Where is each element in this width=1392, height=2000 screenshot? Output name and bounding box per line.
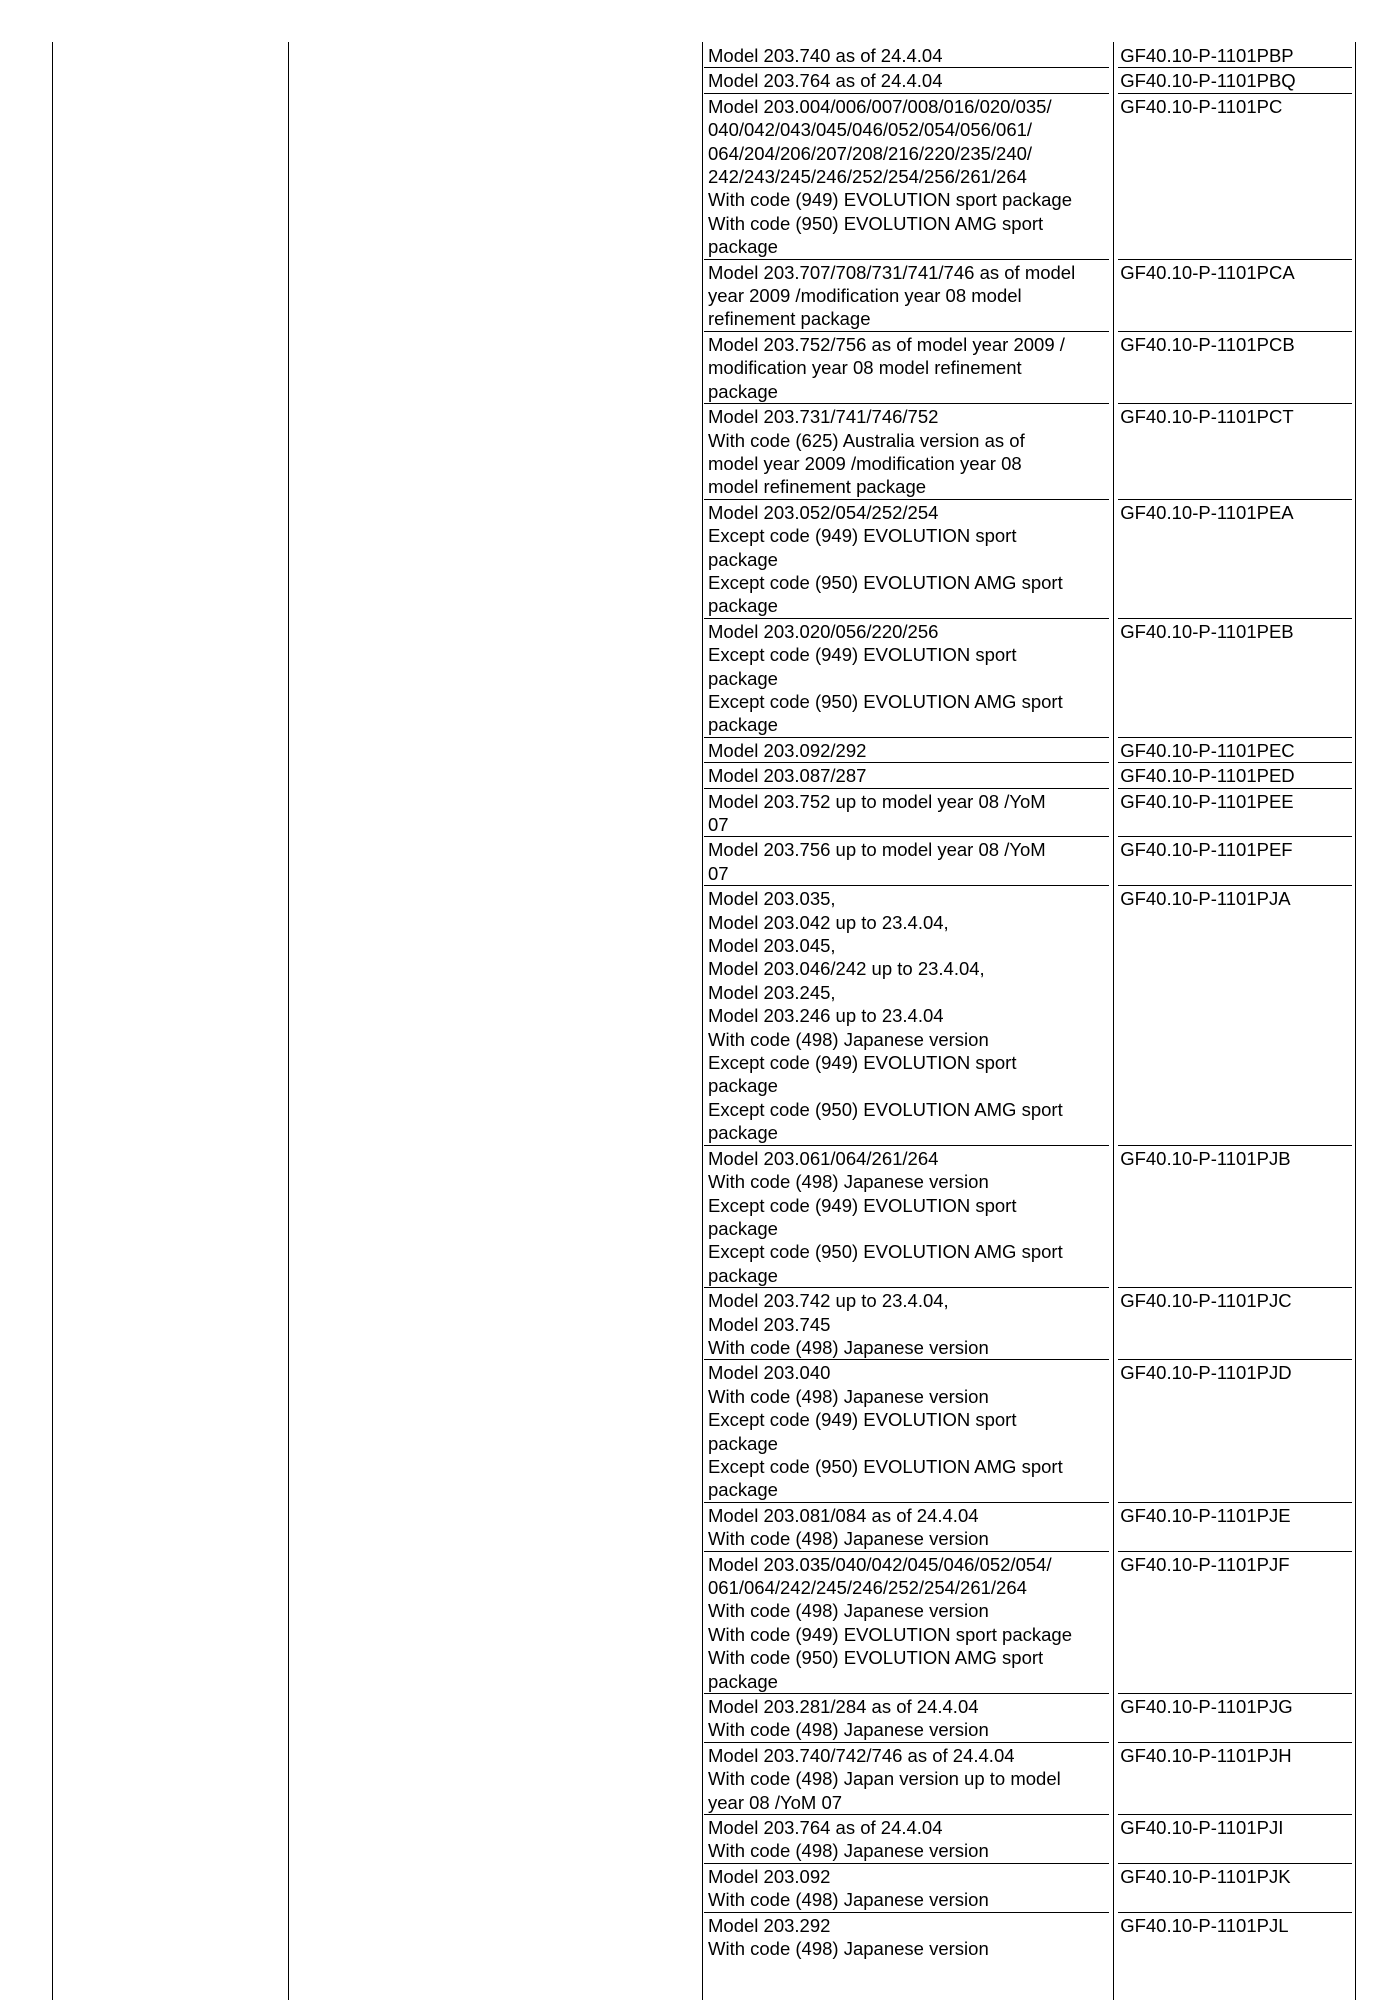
model-line: Except code (949) EVOLUTION sport — [708, 644, 1017, 666]
row-divider — [704, 259, 1109, 260]
table-row — [704, 762, 1355, 787]
column-border-3 — [702, 42, 703, 2000]
model-line: package — [708, 1264, 778, 1286]
row-divider — [704, 1145, 1109, 1146]
model-line: package — [708, 380, 778, 402]
model-line: With code (498) Japanese version — [708, 1840, 989, 1862]
model-cell — [704, 885, 1112, 1144]
model-line: package — [708, 1075, 778, 1097]
model-line: Model 203.752/756 as of model year 2009 / — [708, 333, 1065, 355]
document-code-cell: GF40.10-P-1101PJH — [1120, 1744, 1292, 1766]
table-row — [704, 836, 1355, 885]
row-divider — [1118, 1551, 1352, 1552]
document-code-cell: GF40.10-P-1101PCA — [1120, 261, 1295, 283]
model-line: package — [708, 667, 778, 689]
row-divider — [704, 403, 1109, 404]
model-line: Except code (950) EVOLUTION AMG sport — [708, 1241, 1063, 1263]
model-line: With code (625) Australia version as of — [708, 429, 1025, 451]
document-code-cell: GF40.10-P-1101PED — [1120, 765, 1295, 787]
row-divider — [1118, 1912, 1352, 1913]
row-divider — [1118, 762, 1352, 763]
document-code-cell: GF40.10-P-1101PEC — [1120, 739, 1295, 761]
table-row — [704, 1814, 1355, 1863]
model-cell — [704, 1359, 1112, 1501]
row-divider — [704, 788, 1109, 789]
model-cell — [704, 1287, 1112, 1359]
document-code-cell: GF40.10-P-1101PJA — [1120, 888, 1291, 910]
document-code-cell: GF40.10-P-1101PJD — [1120, 1362, 1292, 1384]
table-row — [704, 1551, 1355, 1693]
model-cell — [704, 737, 1112, 762]
row-divider — [704, 737, 1109, 738]
row-divider — [704, 618, 1109, 619]
model-line: Except code (950) EVOLUTION AMG sport — [708, 571, 1063, 593]
table-row — [704, 403, 1355, 499]
document-code-cell: GF40.10-P-1101PJC — [1120, 1290, 1292, 1312]
column-border-5 — [1355, 42, 1356, 2000]
model-line: With code (498) Japanese version — [708, 1938, 989, 1960]
row-divider — [704, 1693, 1109, 1694]
model-line: 040/042/043/045/046/052/054/056/061/ — [708, 119, 1033, 141]
model-line: model refinement package — [708, 476, 927, 498]
model-line: With code (950) EVOLUTION AMG sport — [708, 1647, 1044, 1669]
model-line: Model 203.040 — [708, 1362, 831, 1384]
model-line: Model 203.035/040/042/045/046/052/054/ — [708, 1553, 1052, 1575]
row-divider — [1118, 1502, 1352, 1503]
row-divider — [1118, 331, 1352, 332]
column-border-2 — [288, 42, 289, 2000]
row-divider — [704, 1814, 1109, 1815]
model-cell — [704, 331, 1112, 403]
table-row — [704, 1359, 1355, 1501]
row-divider — [1118, 403, 1352, 404]
model-line: With code (498) Japanese version — [708, 1336, 989, 1358]
model-line: With code (950) EVOLUTION AMG sport — [708, 212, 1044, 234]
model-line: package — [708, 595, 778, 617]
model-cell — [704, 762, 1112, 787]
model-line: Model 203.061/064/261/264 — [708, 1147, 939, 1169]
row-divider — [1118, 1742, 1352, 1743]
document-code-cell: GF40.10-P-1101PJE — [1120, 1504, 1291, 1526]
document-code-cell: GF40.10-P-1101PEA — [1120, 501, 1294, 523]
model-line: Model 203.246 up to 23.4.04 — [708, 1005, 944, 1027]
model-line: Except code (950) EVOLUTION AMG sport — [708, 690, 1063, 712]
row-divider — [704, 1863, 1109, 1864]
model-line: Model 203.092 — [708, 1865, 831, 1887]
row-divider — [704, 499, 1109, 500]
table-row — [704, 1742, 1355, 1814]
row-divider — [1118, 1863, 1352, 1864]
row-divider — [1118, 1693, 1352, 1694]
model-cell — [704, 1742, 1112, 1814]
row-divider — [704, 762, 1109, 763]
model-cell — [704, 93, 1112, 259]
model-line: 242/243/245/246/252/254/256/261/264 — [708, 166, 1027, 188]
model-line: Model 203.081/084 as of 24.4.04 — [708, 1504, 979, 1526]
document-code-cell: GF40.10-P-1101PJI — [1120, 1817, 1284, 1839]
document-code-cell: GF40.10-P-1101PEE — [1120, 790, 1294, 812]
model-line: Model 203.042 up to 23.4.04, — [708, 911, 949, 933]
model-cell — [704, 67, 1112, 92]
model-line: Model 203.731/741/746/752 — [708, 406, 939, 428]
row-divider — [704, 1551, 1109, 1552]
model-line: year 08 /YoM 07 — [708, 1791, 843, 1813]
table-row — [704, 331, 1355, 403]
model-line: With code (949) EVOLUTION sport package — [708, 1623, 1072, 1645]
table-row — [704, 42, 1355, 67]
row-divider — [704, 67, 1109, 68]
model-line: Model 203.756 up to model year 08 /YoM — [708, 839, 1046, 861]
model-line: With code (498) Japanese version — [708, 1171, 989, 1193]
model-cell — [704, 836, 1112, 885]
row-divider — [704, 1742, 1109, 1743]
model-line: Model 203.281/284 as of 24.4.04 — [708, 1696, 979, 1718]
row-divider — [704, 1502, 1109, 1503]
model-line: Except code (949) EVOLUTION sport — [708, 1194, 1017, 1216]
row-divider — [704, 885, 1109, 886]
document-code-cell: GF40.10-P-1101PEF — [1120, 839, 1293, 861]
document-code-cell: GF40.10-P-1101PJG — [1120, 1696, 1293, 1718]
row-divider — [1118, 788, 1352, 789]
document-code-cell: GF40.10-P-1101PJK — [1120, 1865, 1291, 1887]
row-divider — [704, 1287, 1109, 1288]
model-cell — [704, 1502, 1112, 1551]
model-cell — [704, 1551, 1112, 1693]
model-line: Model 203.752 up to model year 08 /YoM — [708, 790, 1046, 812]
model-line: Model 203.035, — [708, 888, 836, 910]
model-cell — [704, 1693, 1112, 1742]
model-line: Model 203.742 up to 23.4.04, — [708, 1290, 949, 1312]
model-cell — [704, 1145, 1112, 1287]
document-code-cell: GF40.10-P-1101PJF — [1120, 1553, 1290, 1575]
model-line: refinement package — [708, 308, 871, 330]
model-line: Except code (949) EVOLUTION sport — [708, 1409, 1017, 1431]
model-cell — [704, 259, 1112, 331]
document-table — [704, 42, 1355, 1961]
model-line: package — [708, 1122, 778, 1144]
row-divider — [704, 93, 1109, 94]
model-line: Model 203.092/292 — [708, 739, 867, 761]
model-cell — [704, 1814, 1112, 1863]
table-row — [704, 885, 1355, 1144]
document-code-cell: GF40.10-P-1101PBQ — [1120, 70, 1296, 92]
model-line: With code (498) Japanese version — [708, 1889, 989, 1911]
model-line: Model 203.004/006/007/008/016/020/035/ — [708, 95, 1052, 117]
model-line: package — [708, 1432, 778, 1454]
model-cell — [704, 788, 1112, 837]
model-cell — [704, 403, 1112, 499]
model-cell — [704, 1912, 1112, 1961]
model-cell — [704, 499, 1112, 618]
model-line: model year 2009 /modification year 08 — [708, 452, 1022, 474]
row-divider — [1118, 1814, 1352, 1815]
model-line: Model 203.745 — [708, 1313, 831, 1335]
model-line: 07 — [708, 862, 729, 884]
table-row — [704, 618, 1355, 737]
model-line: With code (498) Japanese version — [708, 1385, 989, 1407]
table-row — [704, 93, 1355, 259]
model-line: Model 203.707/708/731/741/746 as of model — [708, 261, 1076, 283]
row-divider — [1118, 737, 1352, 738]
model-line: Model 203.245, — [708, 981, 836, 1003]
document-code-cell: GF40.10-P-1101PJB — [1120, 1147, 1291, 1169]
row-divider — [704, 1359, 1109, 1360]
table-row — [704, 788, 1355, 837]
model-line: Model 203.764 as of 24.4.04 — [708, 1817, 943, 1839]
document-code-cell: GF40.10-P-1101PJL — [1120, 1914, 1289, 1936]
model-line: Model 203.020/056/220/256 — [708, 620, 939, 642]
model-line: Model 203.740 as of 24.4.04 — [708, 45, 943, 66]
table-row — [704, 1863, 1355, 1912]
model-line: Model 203.292 — [708, 1914, 831, 1936]
row-divider — [1118, 618, 1352, 619]
model-cell — [704, 42, 1112, 67]
model-line: package — [708, 1217, 778, 1239]
model-line: With code (498) Japanese version — [708, 1028, 989, 1050]
table-row — [704, 1502, 1355, 1551]
document-code-cell: GF40.10-P-1101PEB — [1120, 620, 1294, 642]
model-line: With code (498) Japan version up to model — [708, 1768, 1061, 1790]
model-line: Model 203.087/287 — [708, 765, 867, 787]
model-line: package — [708, 236, 778, 258]
model-line: Except code (950) EVOLUTION AMG sport — [708, 1455, 1063, 1477]
row-divider — [1118, 885, 1352, 886]
row-divider — [1118, 93, 1352, 94]
row-divider — [1118, 67, 1352, 68]
model-line: Except code (949) EVOLUTION sport — [708, 1052, 1017, 1074]
row-divider — [704, 1912, 1109, 1913]
model-line: Model 203.764 as of 24.4.04 — [708, 70, 943, 92]
row-divider — [1118, 1359, 1352, 1360]
table-row — [704, 1287, 1355, 1359]
model-cell — [704, 618, 1112, 737]
table-row — [704, 1912, 1355, 1961]
table-row — [704, 259, 1355, 331]
model-line: Model 203.740/742/746 as of 24.4.04 — [708, 1744, 1015, 1766]
row-divider — [1118, 499, 1352, 500]
model-line: With code (498) Japanese version — [708, 1528, 989, 1550]
document-code-cell: GF40.10-P-1101PCT — [1120, 406, 1294, 428]
model-line: Except code (950) EVOLUTION AMG sport — [708, 1098, 1063, 1120]
model-line: package — [708, 548, 778, 570]
table-row — [704, 67, 1355, 92]
model-line: package — [708, 1479, 778, 1501]
row-divider — [1118, 1145, 1352, 1146]
document-code-cell: GF40.10-P-1101PC — [1120, 95, 1283, 117]
model-line: Model 203.045, — [708, 935, 836, 957]
model-line: year 2009 /modification year 08 model — [708, 285, 1022, 307]
model-line: modification year 08 model refinement — [708, 357, 1022, 379]
model-line: With code (949) EVOLUTION sport package — [708, 189, 1072, 211]
model-line: With code (498) Japanese version — [708, 1600, 989, 1622]
model-line: Except code (949) EVOLUTION sport — [708, 525, 1017, 547]
row-divider — [1118, 836, 1352, 837]
document-code-cell: GF40.10-P-1101PCB — [1120, 333, 1295, 355]
model-line: With code (498) Japanese version — [708, 1719, 989, 1741]
model-cell — [704, 1863, 1112, 1912]
document-code-cell: GF40.10-P-1101PBP — [1120, 45, 1294, 66]
table-row — [704, 737, 1355, 762]
model-line: Model 203.052/054/252/254 — [708, 501, 939, 523]
table-row — [704, 499, 1355, 618]
row-divider — [1118, 259, 1352, 260]
table-row — [704, 1145, 1355, 1287]
model-line: 07 — [708, 814, 729, 835]
model-line: 061/064/242/245/246/252/254/261/264 — [708, 1577, 1027, 1598]
model-line: package — [708, 714, 778, 736]
model-line: 064/204/206/207/208/216/220/235/240/ — [708, 142, 1033, 164]
model-line: package — [708, 1670, 778, 1692]
table-row — [704, 1693, 1355, 1742]
model-line: Model 203.046/242 up to 23.4.04, — [708, 958, 985, 980]
row-divider — [704, 331, 1109, 332]
column-border-1 — [52, 42, 53, 2000]
row-divider — [704, 836, 1109, 837]
row-divider — [1118, 1287, 1352, 1288]
